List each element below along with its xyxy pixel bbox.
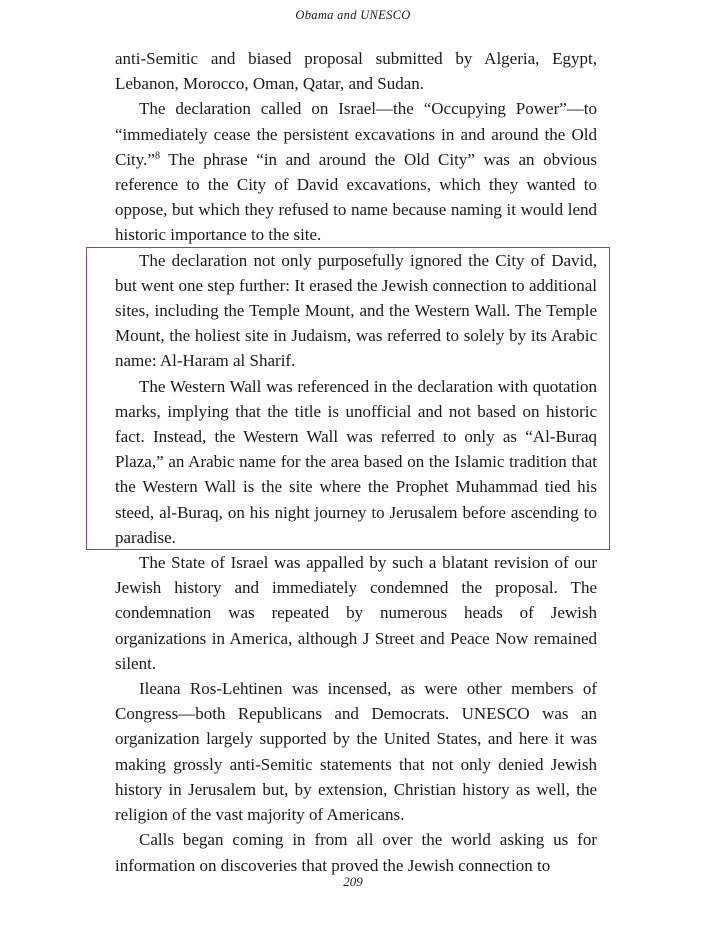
paragraph-highlighted: The declaration not only purposefully ignored the City of David, but went one step further: It erased the Jewish connection to additional sites, including the Temple Mount, and the Western Wall. The Temple Mount, the holiest site in Judaism, was referred to solely by its Arabic name: Al-Haram al Sharif. xyxy=(115,250,597,371)
paragraph-text: The phrase “in and around the Old City” was an obvious reference to the City of David excavations, which they wanted to oppose, but which they refused to name because naming it would lend historic importance to the site. xyxy=(115,149,597,245)
page-number: 209 xyxy=(343,874,363,889)
paragraph: Calls began coming in from all over the world asking us for information on discoveries that proved the Jewish connection to xyxy=(115,830,597,875)
paragraph: Ileana Ros-Lehtinen was incensed, as were other members of Congress—both Republicans and Democrats. UNESCO was an organization largely supported by the United States, and here it was making grossly anti-Semitic statements that not only denied Jewish history in Jerusalem but, by extension, Christian history as well, the religion of the vast majority of Americans. xyxy=(115,679,597,825)
paragraph: The State of Israel was appalled by such a blatant revision of our Jewish history and immediately condemned the proposal. The condemnation was repeated by numerous heads of Jewish organizations in America, although J Street and Peace Now remained silent. xyxy=(115,553,597,673)
paragraph-declaration xyxy=(115,96,597,247)
running-head: Obama and UNESCO xyxy=(295,8,411,22)
footnote-marker[interactable]: 8 xyxy=(154,150,160,162)
paragraph-highlighted: The Western Wall was referenced in the declaration with quotation marks, implying that the title is unofficial and not based on historic fact. Instead, the Western Wall was referred to only as “Al-Buraq Plaza,” an Arabic name for the area based on the Islamic tradition that the Western Wall is the site where the Prophet Muhammad tied his steed, al-Buraq, on his night journey to Jerusalem before ascending to paradise. xyxy=(115,376,597,547)
body-text xyxy=(115,46,597,878)
paragraph-continued: anti-Semitic and biased proposal submitted by Algeria, Egypt, Lebanon, Morocco, Oman, Qatar, and Sudan. xyxy=(115,49,597,94)
paragraph-text: The declaration called on Israel—the “Occupying Power”—to “immediately cease the persistent excavations in and around the Old City.” xyxy=(115,99,597,169)
